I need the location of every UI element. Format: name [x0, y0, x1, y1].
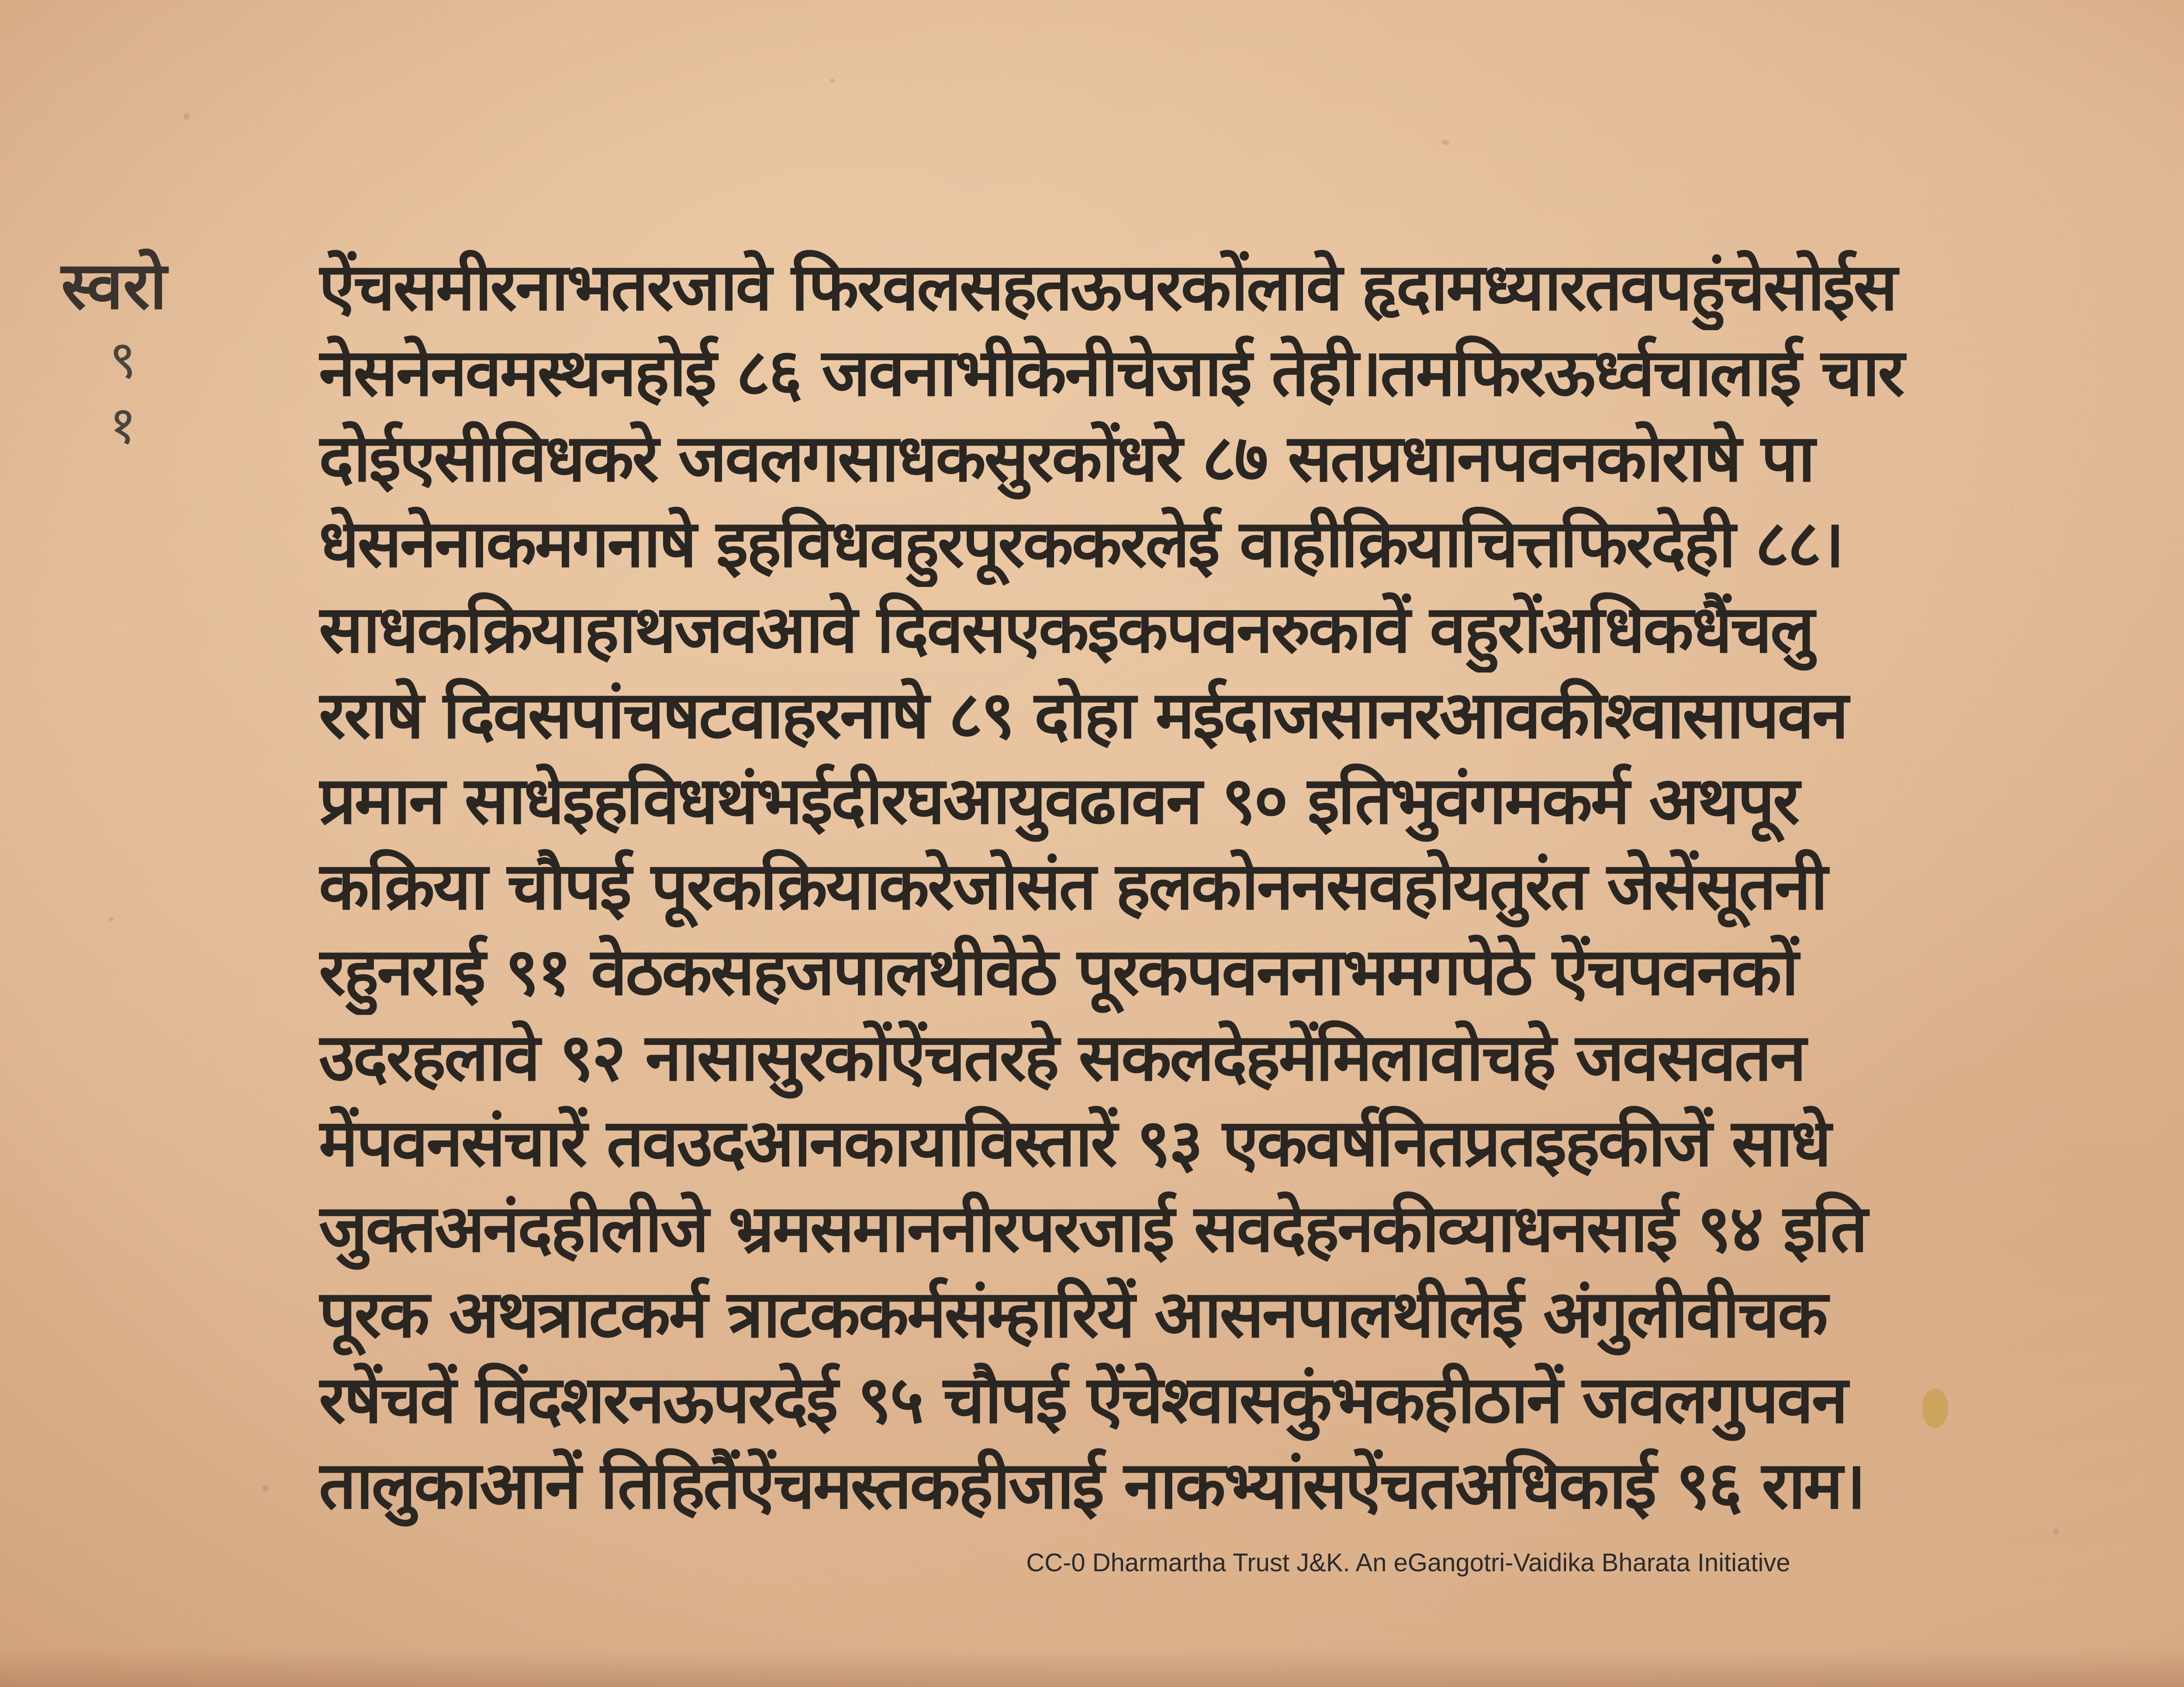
manuscript-line: धेसनेनाकमगनाषे इहविधवहुरपूरककरलेई वाहीक्रियाचित्तफिरदेही ८८।: [319, 506, 1843, 582]
paper-speck: [2053, 1528, 2059, 1535]
manuscript-line: कक्रिया चौपई पूरकक्रियाकरेजोसंत हलकोननसवहोयतुरंत जेसेंसूतनी: [319, 849, 1826, 925]
paper-speck: [830, 79, 834, 83]
paper-speck: [109, 917, 114, 921]
manuscript-line: रषेंचवें विंदशरनऊपरदेई ९५ चौपई ऐंचेश्वासकुंभकहीठानें जवलगुपवन: [319, 1362, 1846, 1438]
manuscript-line: नेसनेनवमस्थनहोई ८६ जवनाभीकेनीचेजाई तेही।तमफिरऊर्ध्वचालाई चार: [319, 335, 1903, 411]
manuscript-text-block: [319, 245, 2184, 1524]
manuscript-line: उदरहलावे ९२ नासासुरकोंऐंचतरहे सकलदेहमेंमिलावोचहे जवसवतन: [319, 1020, 1805, 1096]
manuscript-line: रहुनराई ९१ वेठकसहजपालथीवेठे पूरकपवननाभमगपेठे ऐंचपवनकों: [319, 934, 1797, 1010]
manuscript-line: पूरक अथत्राटकर्म त्राटककर्मसंम्हारियें आसनपालथीलेई अंगुलीवीचक: [319, 1276, 1827, 1352]
manuscript-line: दोईएसीविधकरे जवलगसाधकसुरकोंधरे ८७ सतप्रधानपवनकोराषे पा: [319, 421, 1814, 497]
ink-stain: [1922, 1389, 1948, 1428]
left-margin-note: [61, 245, 218, 507]
paper-speck: [183, 114, 190, 120]
manuscript-line: साधकक्रियाहाथजवआवे दिवसएकइकपवनरुकावें वहुरोंअधिकधैंचलु: [319, 592, 1813, 668]
paper-speck: [1441, 140, 1449, 145]
margin-folio-number: १: [109, 395, 137, 456]
margin-title: स्वरो: [61, 248, 167, 324]
margin-folio-number: ९: [109, 330, 137, 390]
manuscript-line: ऐंचसमीरनाभतरजावे फिरवलसहतऊपरकोंलावे हृदामध्यारतवपहुंचेसोईस: [319, 249, 1896, 325]
manuscript-line: मेंपवनसंचारें तवउदआनकायाविस्तारें ९३ एकवर्षनितप्रतइहकीजें साधे: [319, 1105, 1830, 1181]
paper-speck: [262, 1485, 269, 1492]
manuscript-line: तालुकाआनें तिहितैंऐंचमस्तकहीजाई नाकभ्यांसऐंचतअधिकाई ९६ राम।: [319, 1448, 1864, 1524]
manuscript-line: प्रमान साधेइहविधथंभईदीरघआयुवढावन ९० इतिभुवंगमकर्म अथपूर: [319, 763, 1798, 839]
manuscript-line: जुक्तअनंदहीलीजे भ्रमसमाननीरपरजाई सवदेहनकीव्याधनसाई ९४ इति: [319, 1191, 1866, 1267]
manuscript-line: रराषे दिवसपांचषटवाहरनाषे ८९ दोहा मईदाजसानरआवकीश्वासापवन: [319, 677, 1847, 753]
archive-credit: CC-0 Dharmartha Trust J&K. An eGangotri-Vaidika Bharata Initiative: [1026, 1549, 1790, 1577]
page-bottom-edge: [0, 1648, 2184, 1687]
